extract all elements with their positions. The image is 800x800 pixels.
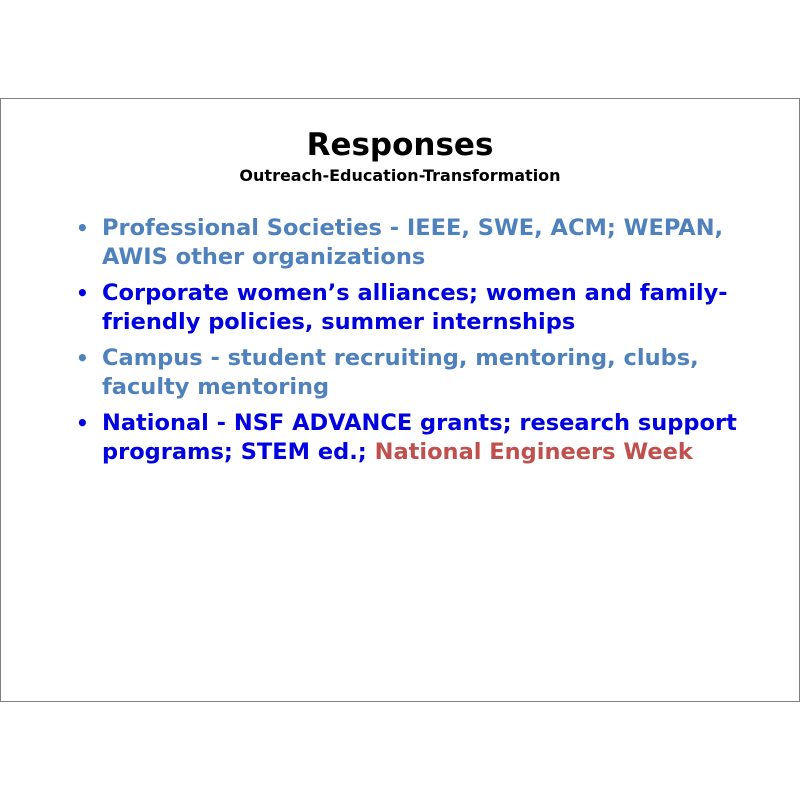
bullet-item-professional-societies bbox=[72, 214, 782, 272]
bullet-text: National - NSF ADVANCE grants; research support programs; STEM ed.; bbox=[102, 410, 737, 465]
bullet-text: Professional Societies - IEEE, SWE, ACM; WEPAN, AWIS other organizations bbox=[102, 215, 724, 270]
slide-title: Responses bbox=[306, 127, 494, 163]
bullet-text: Campus - student recruiting, mentoring, clubs, faculty mentoring bbox=[102, 345, 699, 400]
bullet-icon: • bbox=[76, 281, 89, 305]
bullet-list bbox=[72, 214, 782, 474]
bullet-item-corporate bbox=[72, 279, 782, 337]
bullet-icon: • bbox=[76, 216, 89, 240]
bullet-item-campus bbox=[72, 344, 782, 402]
bullet-text: Corporate women’s alliances; women and family-friendly policies, summer internships bbox=[102, 280, 728, 335]
bullet-icon: • bbox=[76, 411, 89, 435]
bullet-highlight-text: National Engineers Week bbox=[374, 439, 693, 465]
slide-subtitle: Outreach-Education-Transformation bbox=[239, 166, 561, 185]
bullet-item-national bbox=[72, 409, 782, 467]
bullet-icon: • bbox=[76, 346, 89, 370]
